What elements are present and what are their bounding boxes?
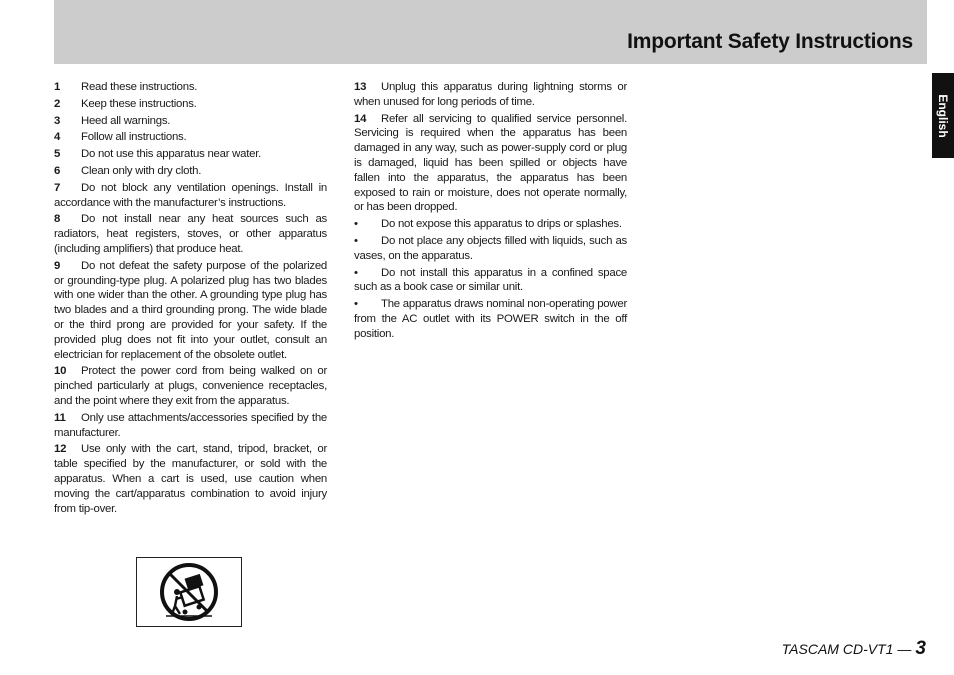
bullet-text: Do not expose this apparatus to drips or splashes. [381, 218, 622, 231]
header-band [54, 0, 927, 64]
page-footer [782, 638, 926, 660]
bullet-mark: • [354, 298, 358, 311]
item-text: Heed all warnings. [81, 114, 171, 127]
instruction-item [54, 411, 327, 441]
item-number: 5 [54, 148, 61, 161]
item-number: 10 [54, 365, 67, 378]
item-number: 4 [54, 131, 61, 144]
instruction-item [354, 112, 627, 216]
item-number: 9 [54, 259, 61, 272]
instruction-item [54, 364, 327, 408]
page-number: 3 [915, 638, 926, 659]
item-number: 13 [354, 81, 367, 93]
page-title: Important Safety Instructions [627, 30, 913, 53]
bullet-mark: • [354, 266, 358, 279]
item-number: 8 [54, 213, 61, 226]
item-text: Do not block any ventilation openings. Install in accordance with the manufacturer’s instructions. [54, 181, 327, 209]
footer-dash: — [897, 641, 912, 657]
bullet-text: Do not install this apparatus in a confined space such as a book case or similar unit. [354, 266, 627, 294]
instruction-item [54, 164, 327, 179]
item-text: Unplug this apparatus during lightning storms or when unused for long periods of time. [354, 81, 627, 108]
item-text: Clean only with dry cloth. [81, 164, 202, 177]
item-text: Refer all servicing to qualified service personnel. Servicing is required when the apparatus has been damaged in any way, such as power-supply cord or plug is damaged, liquid has been spilled or objects have fallen into the apparatus, the apparatus has been exposed to rain or moisture, does not operate normally, or has been dropped. [354, 112, 627, 214]
instruction-item [54, 181, 327, 211]
item-text: Use only with the cart, stand, tripod, bracket, or table specified by the manufacturer, or sold with the apparatus. When a cart is used, use caution when moving the cart/apparatus combination to avoid injury from tip-over. [54, 443, 327, 515]
item-number: 11 [54, 411, 66, 424]
instruction-item [54, 114, 327, 129]
instruction-item [54, 80, 327, 95]
item-number: 2 [54, 97, 61, 110]
item-text: Follow all instructions. [81, 131, 187, 144]
instruction-item [54, 97, 327, 112]
bullet-mark: • [354, 234, 358, 247]
item-text: Keep these instructions. [81, 97, 197, 110]
bullet-item [354, 266, 627, 296]
bullet-mark: • [354, 218, 358, 231]
item-number: 14 [354, 112, 367, 125]
right-column [354, 80, 627, 344]
bullet-item [354, 217, 627, 232]
instruction-item [54, 442, 327, 516]
cart-warning-symbol-box [136, 557, 242, 627]
language-tab [932, 73, 954, 158]
footer-product: TASCAM CD-VT1 [781, 641, 894, 657]
item-number: 1 [54, 81, 61, 93]
item-number: 6 [54, 164, 61, 177]
item-number: 12 [54, 443, 67, 456]
item-text: Do not install near any heat sources such as radiators, heat registers, stoves, or other apparatus (including amplifiers) that produce heat. [54, 213, 327, 255]
item-text: Protect the power cord from being walked on or pinched particularly at plugs, convenience receptacles, and the point where they exit from the apparatus. [54, 365, 327, 407]
item-number: 3 [54, 114, 61, 127]
item-number: 7 [54, 181, 61, 194]
bullet-text: Do not place any objects filled with liquids, such as vases, on the apparatus. [354, 234, 627, 262]
item-text: Only use attachments/accessories specified by the manufacturer. [54, 411, 327, 439]
instruction-item [54, 147, 327, 162]
bullet-item [354, 297, 627, 341]
item-text: Read these instructions. [81, 81, 198, 93]
item-text: Do not defeat the safety purpose of the polarized or grounding-type plug. A polarized plug has two blades with one wider than the other. A grounding type plug has two blades and a third grounding prong. The wide blade or the third prong are provided for your safety. If the provided plug does not fit into your outlet, consult an electrician for replacement of the obsolete outlet. [54, 259, 327, 361]
bullet-text: The apparatus draws nominal non-operating power from the AC outlet with its POWER switch in the off position. [354, 298, 627, 340]
bullet-item [354, 234, 627, 264]
instruction-item [54, 212, 327, 256]
left-column [54, 80, 327, 518]
instruction-item [54, 130, 327, 145]
item-text: Do not use this apparatus near water. [81, 148, 262, 161]
instruction-item [54, 259, 327, 363]
cart-tip-over-warning-icon [156, 562, 222, 624]
instruction-item [354, 80, 627, 110]
language-tab-label: English [936, 93, 950, 138]
